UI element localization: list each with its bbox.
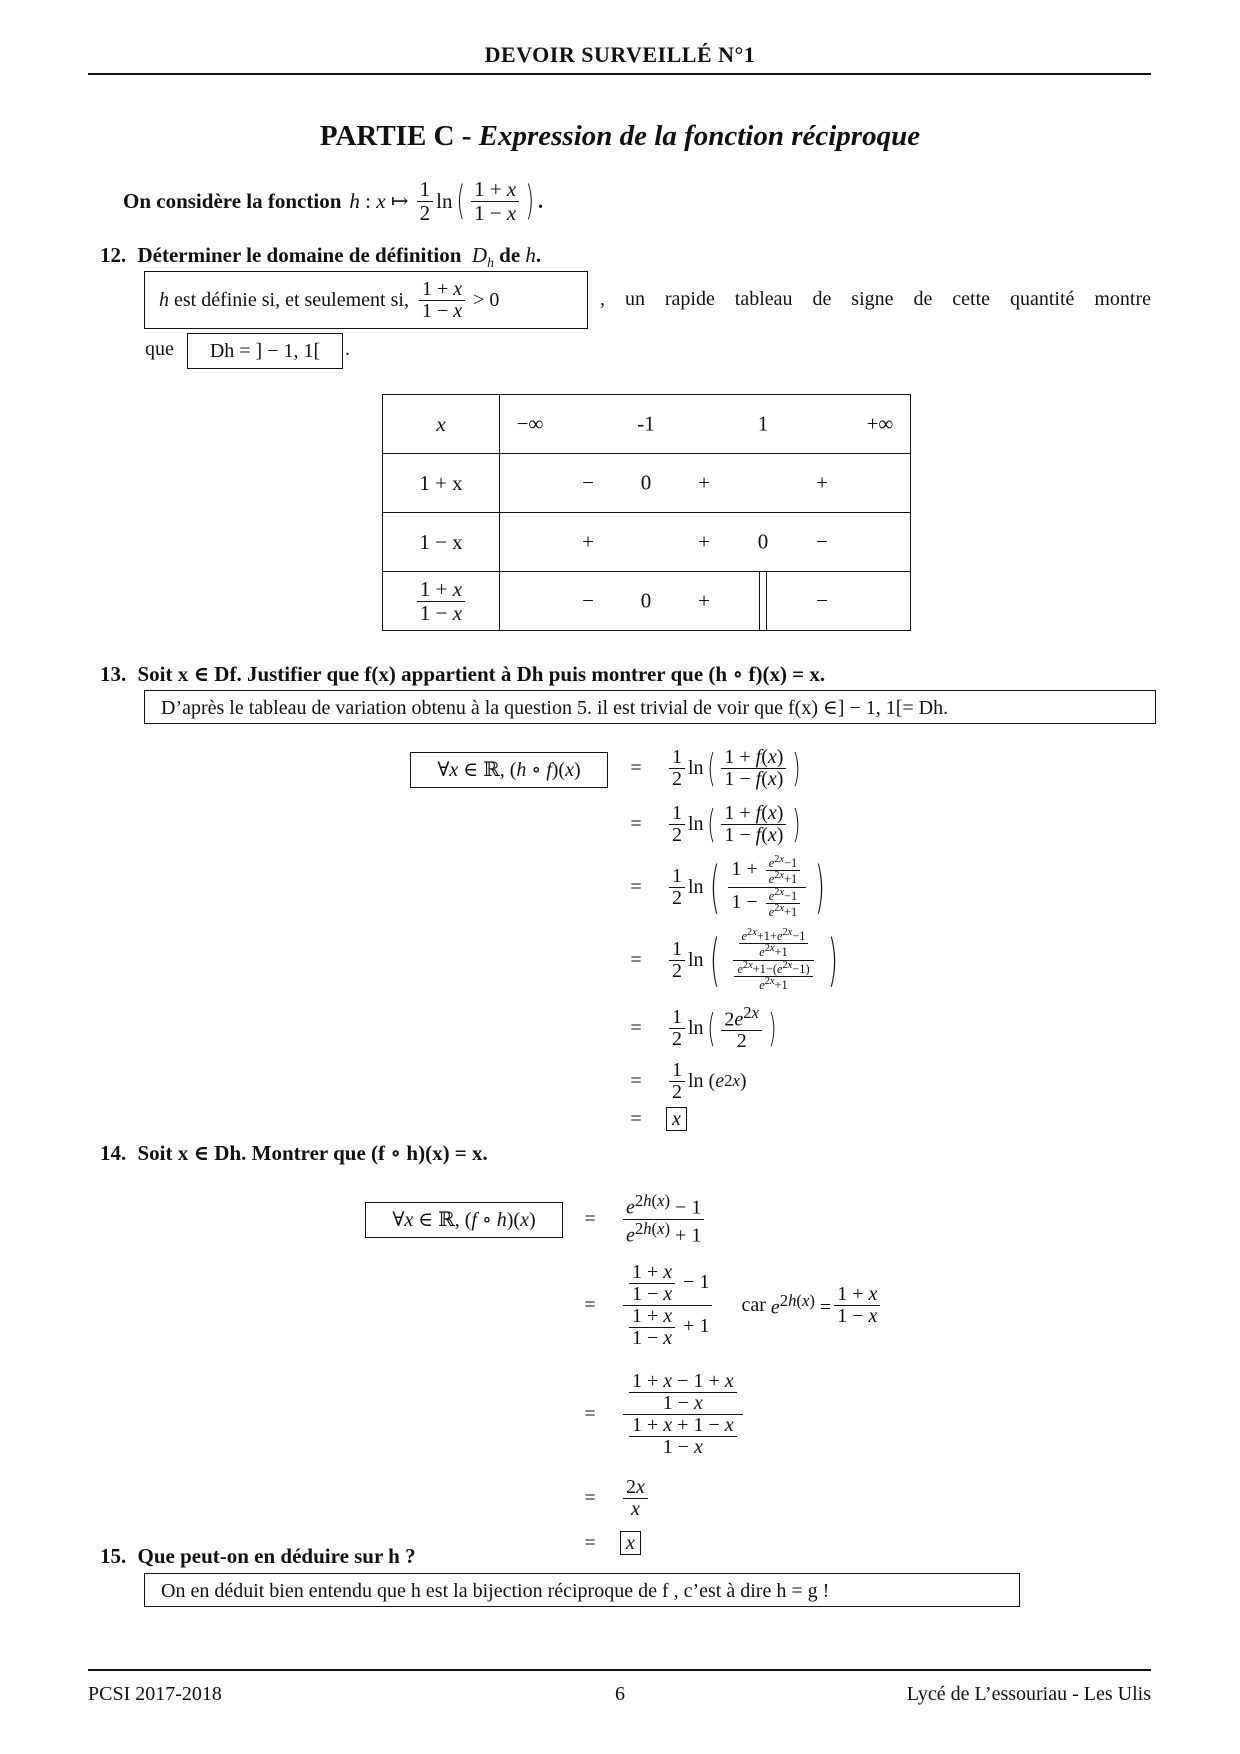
q13-number: 13. xyxy=(100,662,127,686)
row2-sign-0: + xyxy=(582,529,594,554)
row3-sign-1: 0 xyxy=(640,588,652,613)
x-val-2: 1 xyxy=(757,411,769,436)
forbidden-value-bar xyxy=(759,572,767,630)
q14-result-box: x xyxy=(620,1531,641,1555)
q14-derivation: = $\frac{e^{2h(x)} - 1}{e^{2h(x)} + 1}$ = $\frac{1 + x}{1 - x}$ − 1 $\frac{1 + x}{1 - x}$ + 1 car $e^{2h(x)}$ = $\frac{1 + x}{1 - x}$ = $\frac{\frac{1 + x - 1 + x}{1 - x}}{\frac{1 + x + 1 - x}{1 - x}}$ = $\frac{2x}{x}$ = x xyxy=(560,1188,883,1558)
q14-text: Soit x ∈ Dh. Montrer que (f ∘ h)(x) = x. xyxy=(137,1141,488,1165)
domain-box: Dh = ] − 1, 1[ xyxy=(187,333,343,369)
row2-sign-3: − xyxy=(816,529,828,554)
header-rule xyxy=(88,73,1151,75)
q12-text: Déterminer le domaine de définition xyxy=(137,243,462,267)
q12-answer-intro: est définie si, et seulement si, xyxy=(174,288,409,311)
question-15 xyxy=(100,1544,416,1569)
intro-text: On considère la fonction xyxy=(123,188,342,213)
q12-answer-rest: , un rapide tableau de signe de cette quantité montre xyxy=(600,288,1151,310)
sign-table-row-1 xyxy=(383,454,911,513)
q13-text: Soit x ∈ Df. Justifier que f(x) appartient à Dh puis montrer que (h ∘ f)(x) = x. xyxy=(137,662,826,686)
q13-derivation: = $\frac{1}{2}$ ln ( $\frac{1 + f(x)}{1 - f(x)}$ ) = $\frac{1}{2}$ ln ( $\frac{1 + f(x)}{1 - f(x)}$ ) = $\frac{1}{2}$ ln ( 1 + $\frac{e^{2x}-1}{e^{2x}+1}$ 1 − $\frac{e^{2x}-1}{e^{2x}+1}$ ) = $\frac{1}{2}$ ln ( $\frac{\frac{e^{2x}+1+e^{2x}-1}{e^{2x}+1}}{\frac{e^{2x}+1-(e^{2x}-1)}{e^{2x}+1}}$ ) = $\frac{1}{2}$ ln ( $\frac{2e^{2x}}{2}$ ) = $\frac{1}{2}$ ln ( e 2x ) = x xyxy=(630,745,838,1130)
row1-sign-1: 0 xyxy=(640,470,652,495)
x-val-1: -1 xyxy=(637,411,655,436)
sign-table-row-3 xyxy=(383,572,911,631)
q15-number: 15. xyxy=(100,1544,127,1568)
q14-number: 14. xyxy=(100,1141,127,1165)
row3-label: $\frac{1 + x}{1 - x}$ xyxy=(417,578,465,623)
question-14 xyxy=(100,1140,488,1166)
part-label: PARTIE C - xyxy=(319,120,472,152)
part-subtitle: Expression de la fonction réciproque xyxy=(478,120,921,152)
footer-rule xyxy=(88,1669,1151,1671)
q13-result-box: x xyxy=(666,1107,687,1131)
footer-page-number: 6 xyxy=(615,1683,625,1705)
row2-sign-2: 0 xyxy=(757,529,769,554)
q12-que: que xyxy=(145,338,174,360)
q12-number: 12. xyxy=(100,243,127,267)
footer-left: PCSI 2017-2018 xyxy=(88,1683,222,1705)
sign-table xyxy=(382,394,911,631)
row2-sign-1: + xyxy=(698,529,710,554)
page-header: DEVOIR SURVEILLÉ N°1 xyxy=(484,42,756,67)
q12-answer-box: h est définie si, et seulement si, $\frac{1 + x}{1 - x}$ > 0 xyxy=(144,271,588,329)
question-13 xyxy=(100,661,825,687)
q13-lhs-box: ∀x ∈ ℝ, (h ∘ f)(x) xyxy=(410,752,608,788)
question-12: 12. Déterminer le domaine de définition $D_h$ de h. xyxy=(100,243,542,271)
q15-text: Que peut-on en déduire sur h ? xyxy=(137,1544,416,1568)
row1-sign-0: − xyxy=(582,470,594,495)
q15-answer-box: On en déduit bien entendu que h est la bijection réciproque de f , c’est à dire h = g ! xyxy=(144,1573,1020,1607)
row1-sign-3: + xyxy=(816,470,828,495)
sign-table-row-x: x −∞ -1 1 +∞ xyxy=(383,395,911,454)
row3-sign-2: + xyxy=(698,588,710,613)
row1-label: 1 + x xyxy=(419,470,463,495)
q14-car: car xyxy=(741,1293,766,1316)
x-val-0: −∞ xyxy=(516,411,544,436)
domain-period: . xyxy=(345,338,350,360)
row3-sign-3: − xyxy=(816,588,828,613)
q14-lhs-box: ∀x ∈ ℝ, (f ∘ h)(x) xyxy=(365,1202,563,1238)
sign-table-row-2 xyxy=(383,513,911,572)
x-val-3: +∞ xyxy=(866,411,894,436)
intro-line: On considère la fonction h : x ↦ $\frac{1}{2}$ ln ( $\frac{1 + x}{1 - x}$ ) . xyxy=(123,177,544,225)
row1-sign-2: + xyxy=(698,470,710,495)
q13-answer-box: D’après le tableau de variation obtenu à la question 5. il est trivial de voir que f(x) ∈] − 1, 1[= Dh. xyxy=(144,690,1156,724)
footer-right: Lycé de L’essouriau - Les Ulis xyxy=(906,1683,1151,1705)
part-title xyxy=(0,120,1240,153)
row3-sign-0: − xyxy=(582,588,594,613)
row2-label: 1 − x xyxy=(419,529,463,554)
